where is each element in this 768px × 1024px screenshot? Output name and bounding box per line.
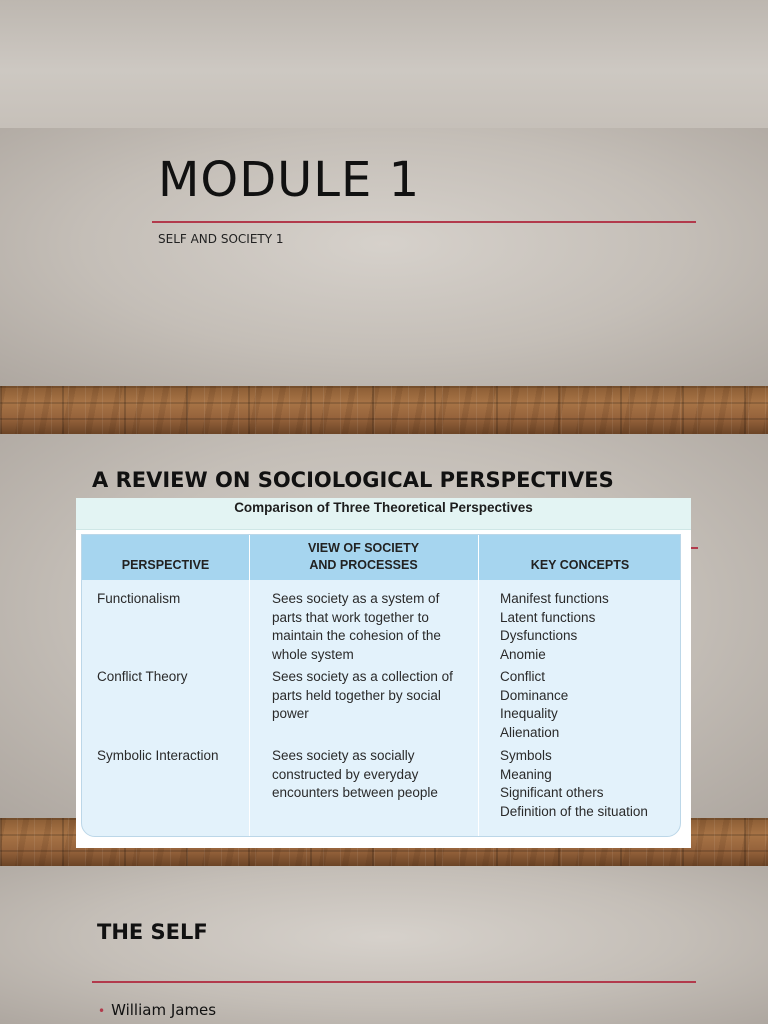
text-line: whole system [272,646,354,662]
text-line: Sees society as socially [272,748,415,763]
slide-title: MODULE 1 [158,152,421,208]
wood-floor-strip-1 [0,386,768,434]
cell-perspective: Conflict Theory [97,669,188,684]
cell-view [272,747,438,803]
concept-item: Anomie [500,646,546,662]
header-perspective: PERSPECTIVE [121,558,210,572]
concept-item: Manifest functions [500,591,609,606]
wall-background-top [0,0,768,128]
section-heading-self: THE SELF [97,920,208,944]
comparison-table-figure [76,498,691,848]
bullet-text: William James [111,1001,217,1019]
text-line: parts held together by social [272,687,441,703]
cell-perspective: Symbolic Interaction [97,748,219,763]
concept-item: Inequality [500,706,558,721]
text-line: maintain the cohesion of the [272,628,441,643]
text-line: constructed by everyday [272,766,419,782]
cell-concepts [500,747,648,821]
concept-item: Dominance [500,687,569,703]
text-line: encounters between people [272,785,438,800]
concept-item: Conflict [500,669,546,684]
column-divider [478,535,479,837]
cell-concepts [500,590,609,664]
concept-item: Alienation [500,724,560,740]
cell-perspective: Functionalism [97,591,181,606]
concept-item: Significant others [500,785,604,800]
concept-item: Dysfunctions [500,628,578,643]
text-line: Sees society as a collection of [272,669,453,684]
concept-item: Meaning [500,766,552,782]
text-line: power [272,706,309,721]
section-heading-perspectives: A REVIEW ON SOCIOLOGICAL PERSPECTIVES [92,468,614,492]
text-line: parts that work together to [272,609,429,625]
text-line: Sees society as a system of [272,591,440,606]
cell-view [272,590,441,664]
title-divider [152,221,696,223]
concept-item: Definition of the situation [500,803,648,819]
cell-view [272,668,453,724]
bullet-list-item [98,1001,216,1019]
column-divider [249,535,250,837]
concept-item: Symbols [500,748,552,763]
cell-concepts [500,668,568,742]
concept-item: Latent functions [500,609,596,625]
bullet-dot-icon: • [98,1004,106,1018]
header-key-concepts: KEY CONCEPTS [530,558,630,572]
figure-title: Comparison of Three Theoretical Perspectives [234,500,533,515]
comparison-table [81,534,681,837]
header-view-of-society: VIEW OF SOCIETY AND PROCESSES [307,541,420,572]
heading-divider [92,981,696,983]
slide-subtitle: SELF AND SOCIETY 1 [158,232,284,246]
